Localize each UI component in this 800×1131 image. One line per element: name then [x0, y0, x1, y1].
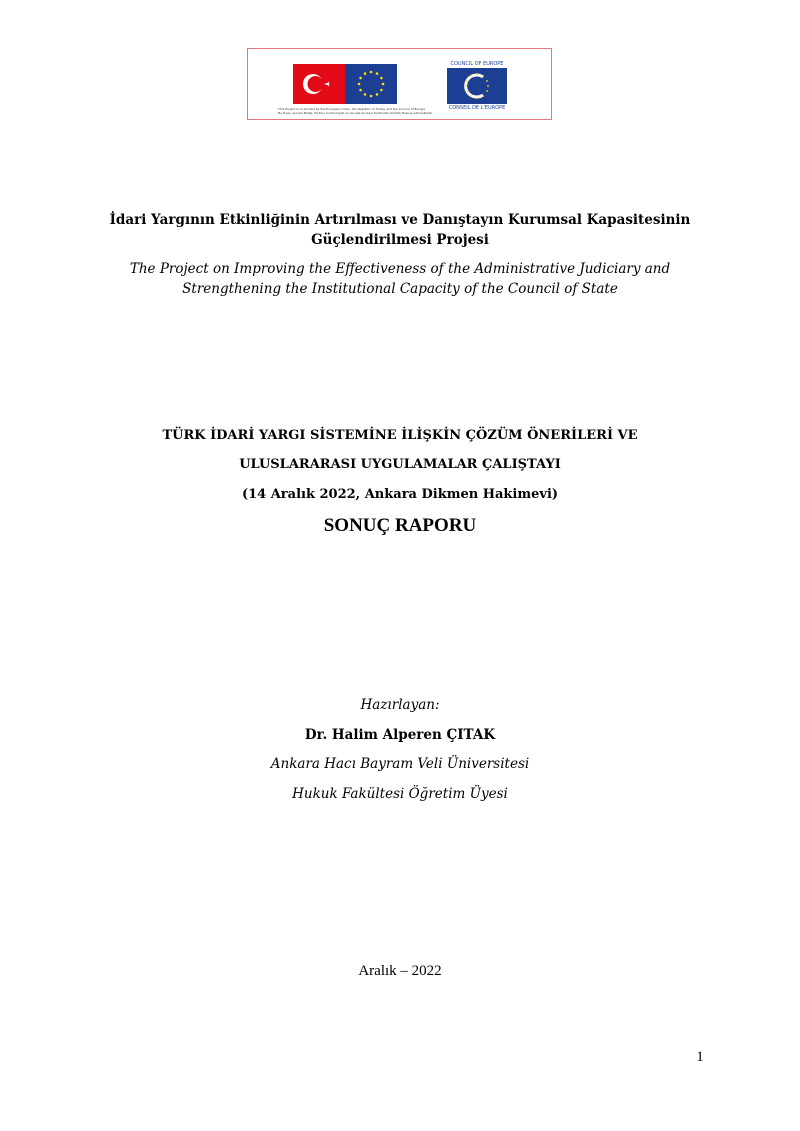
- author-name: Dr. Halim Alperen ÇITAK: [304, 727, 496, 743]
- report-name: SONUÇ RAPORU: [323, 515, 477, 536]
- author-affiliation-university: Ankara Hacı Bayram Veli Üniversitesi: [270, 756, 530, 772]
- prepared-by-label: Hazırlayan:: [360, 697, 440, 713]
- logo-caption: [278, 107, 433, 115]
- logo-caption-line: This Project is co-funded by the European Union, the Republic of Turkey and the Council of Europe: [278, 107, 426, 111]
- project-title-en-line2: Strengthening the Institutional Capacity of the Council of State: [182, 281, 618, 297]
- project-title-tr: [0, 210, 800, 250]
- project-title-en-line1: The Project on Improving the Effectiveness of the Administrative Judiciary and: [129, 261, 671, 277]
- council-of-europe-logo-icon: [447, 68, 507, 104]
- report-date: Aralık – 2022: [358, 963, 442, 979]
- turkey-flag-icon: [293, 64, 345, 104]
- logo-caption-line: Bu Proje, Avrupa Birliği, Türkiye Cumhuriyeti ve Avrupa Konseyi tarafından birlikte finanse edilmektedir: [278, 110, 433, 115]
- eu-flag-icon: [345, 64, 397, 104]
- logo-banner: [247, 48, 552, 120]
- page-number: 1: [696, 1049, 704, 1065]
- project-title-tr-line2: Güçlendirilmesi Projesi: [311, 232, 489, 248]
- event-info: (14 Aralık 2022, Ankara Dikmen Hakimevi): [241, 487, 559, 502]
- coe-bottom-label: CONSEIL DE L'EUROPE: [448, 105, 506, 111]
- author-affiliation-faculty: Hukuk Fakültesi Öğretim Üyesi: [292, 786, 508, 802]
- report-title-line2: ULUSLARARASI UYGULAMALAR ÇALIŞTAYI: [239, 457, 561, 472]
- project-title-en: [0, 259, 800, 299]
- project-title-tr-line1: İdari Yargının Etkinliğinin Artırılması ve Danıştayın Kurumsal Kapasitesinin: [109, 212, 691, 228]
- report-title-line1: TÜRK İDARİ YARGI SİSTEMİNE İLİŞKİN ÇÖZÜM ÖNERİLERİ VE: [162, 428, 638, 443]
- coe-top-label: COUNCIL OF EUROPE: [450, 61, 504, 67]
